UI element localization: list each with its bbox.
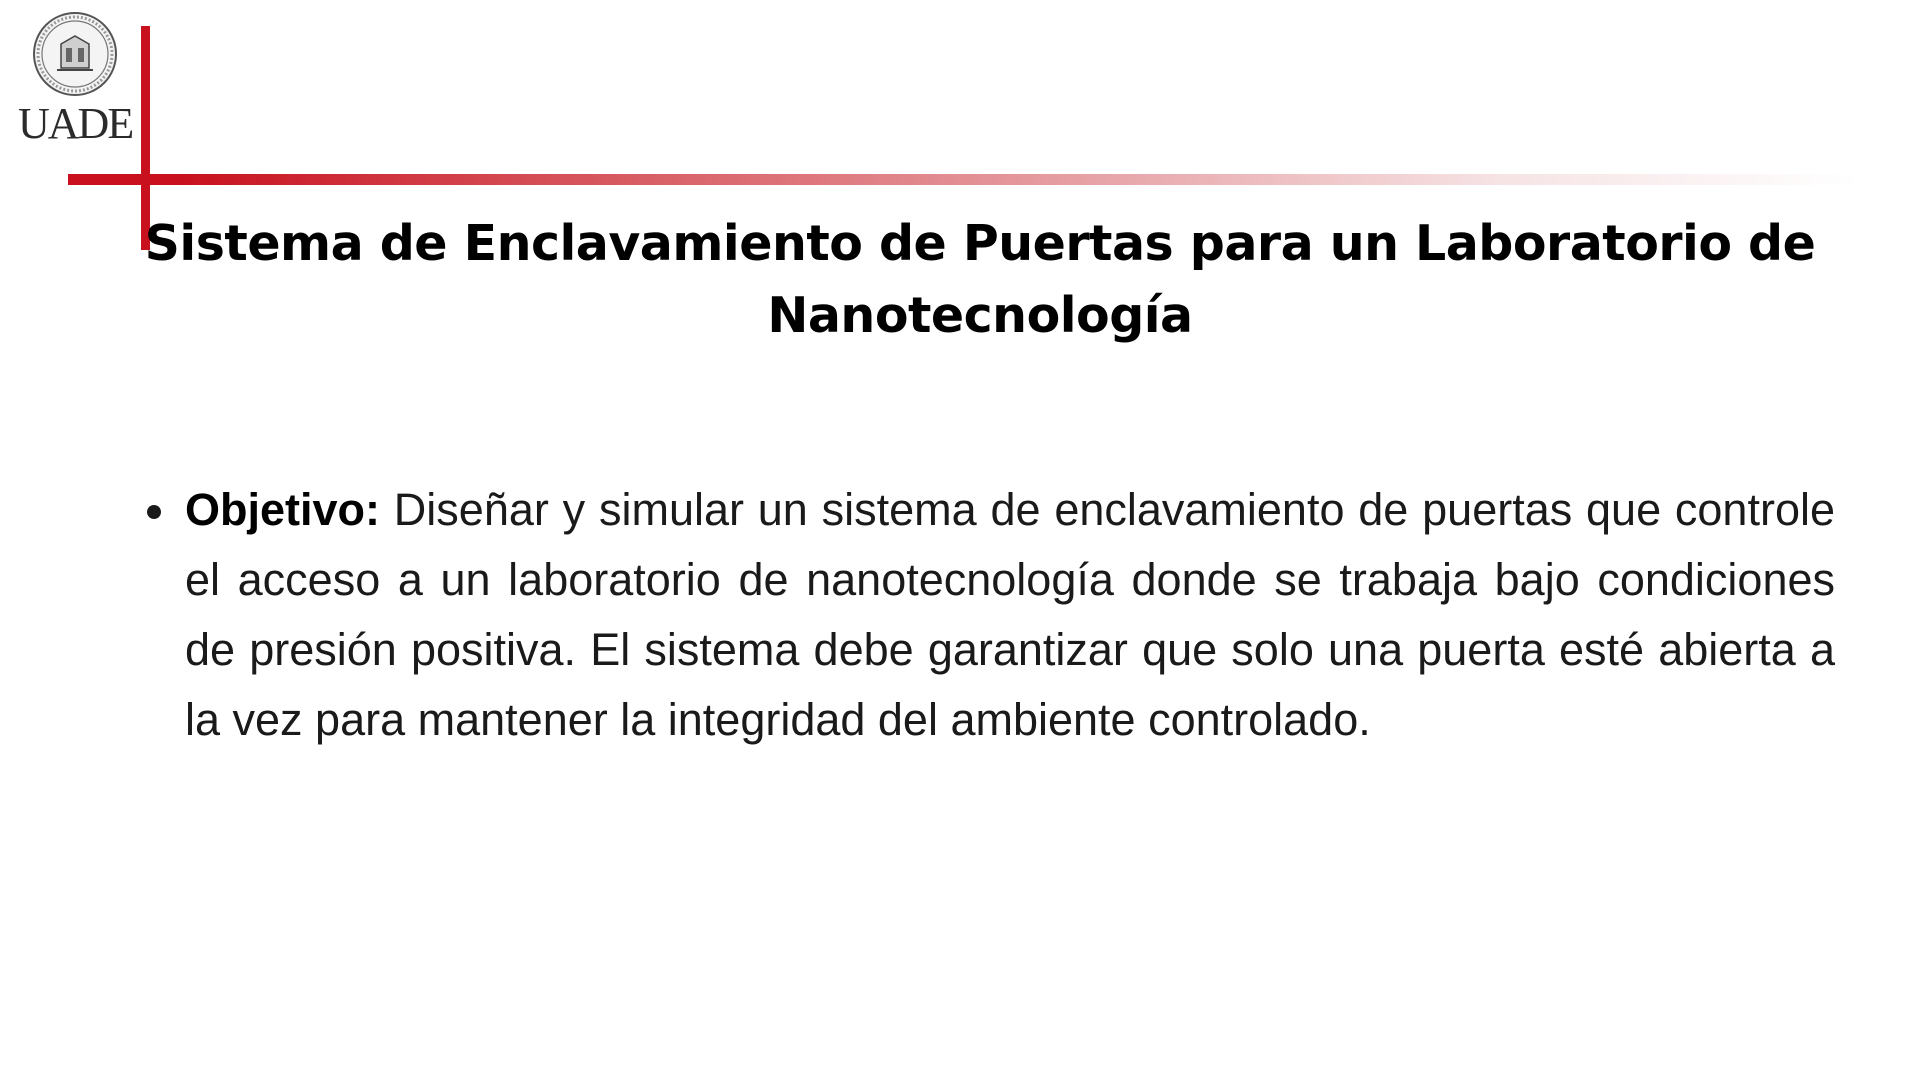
bullet-label: Objetivo: bbox=[185, 484, 381, 535]
university-seal-icon bbox=[31, 10, 119, 98]
slide-title: Sistema de Enclavamiento de Puertas para un Laboratorio de Nanotecnología bbox=[144, 215, 1816, 344]
bullet-item-objective bbox=[135, 475, 1835, 755]
red-horizontal-rule bbox=[68, 174, 1858, 185]
slide-content bbox=[135, 475, 1835, 755]
uade-logo bbox=[18, 10, 133, 150]
logo-wordmark: UADE bbox=[18, 99, 133, 148]
bullet-dot-icon bbox=[147, 505, 161, 519]
bullet-text: Diseñar y simular un sistema de enclavamiento de puertas que controle el acceso a un laboratorio de nanotecnología donde se trabaja bajo condiciones de presión positiva. El sistema debe garantizar que solo una puerta esté abierta a la vez para mantener la integridad del ambiente controlado. bbox=[185, 484, 1835, 745]
